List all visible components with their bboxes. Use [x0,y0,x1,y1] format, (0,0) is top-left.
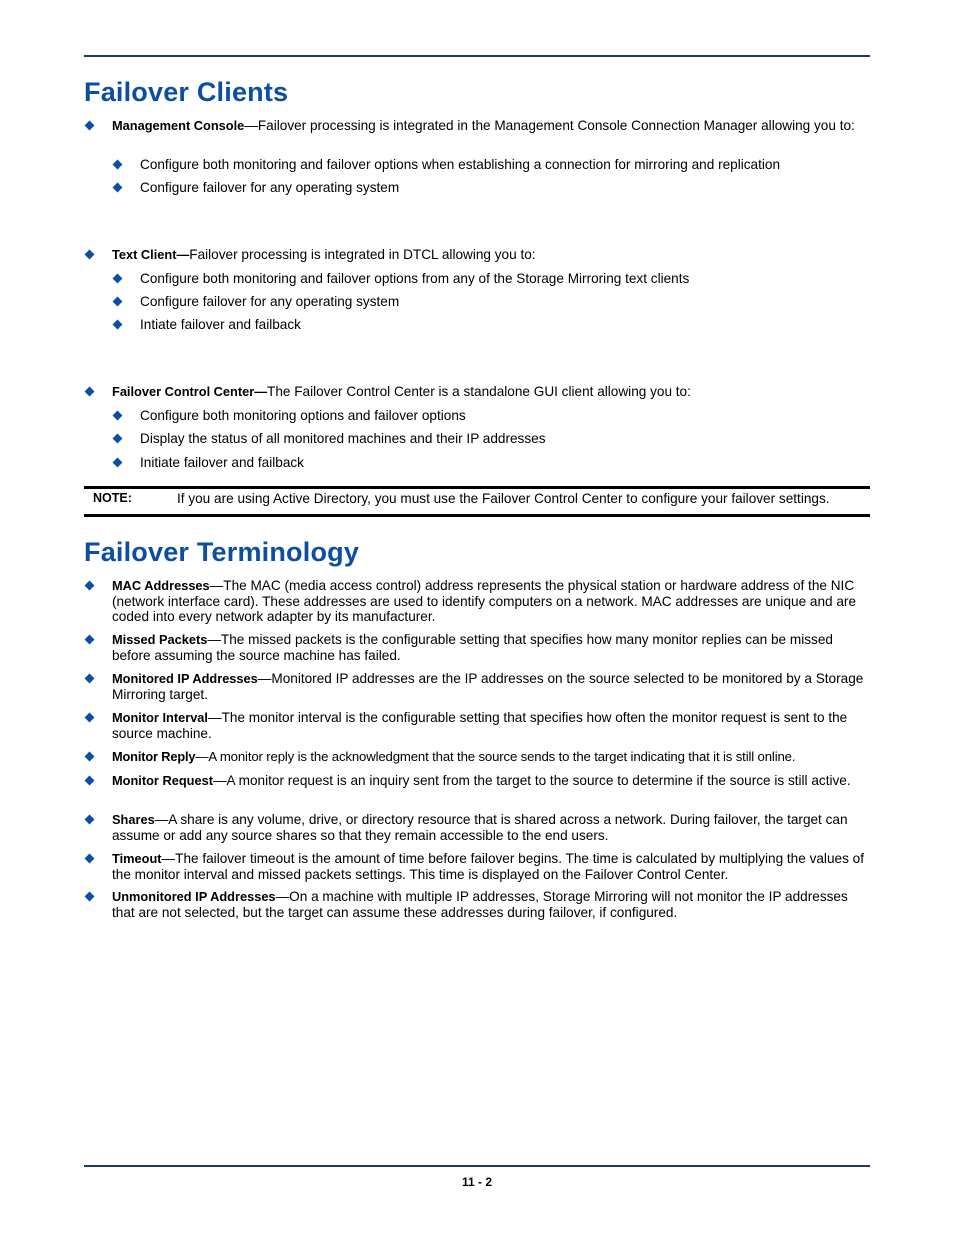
note-text: If you are using Active Directory, you must use the Failover Control Center to configure your failover settings. [177,491,830,506]
term-description: —On a machine with multiple IP addresses, Storage Mirroring will not monitor the IP addresses that are not selected, but the target can assume these addresses during failover, if configured. [112,889,848,920]
diamond-bullet-icon [84,749,94,766]
term-description: Failover processing is integrated in DTCL allowing you to: [189,247,536,262]
term-description: —The failover timeout is the amount of time before failover begins. The time is calculated by multiplying the values of the monitor interval and missed packets settings. This time is displayed on the Failover Control Center. [112,851,864,882]
term-label: Monitored IP Addresses [112,671,258,686]
list-item-management-console [84,118,870,150]
term-description: —Monitored IP addresses are the IP addresses on the source selected to be monitored by a Storage Mirroring target. [112,671,864,702]
term-label: Failover Control Center— [112,384,268,399]
term-description: —The MAC (media access control) address represents the physical station or hardware address of the NIC (network interface card). These addresses are used to identify computers on a network. MAC addresses are unique and are coded into every network adapter by its manufacturer. [112,578,857,625]
diamond-bullet-icon [84,384,94,401]
diamond-bullet-icon [112,157,122,174]
page-number: 11 - 2 [461,1175,493,1189]
sub-item-text: Display the status of all monitored machines and their IP addresses [140,431,546,446]
term-label: MAC Addresses [112,578,210,593]
section-title-failover-clients: Failover Clients [84,77,289,107]
diamond-bullet-icon [112,294,122,311]
footer-rule [84,1165,870,1167]
sub-item-text: Configure both monitoring options and failover options [140,408,466,423]
term-label: Missed Packets [112,632,208,647]
diamond-bullet-icon [112,271,122,288]
term-description: —The missed packets is the configurable setting that specifies how many monitor replies can be missed before assuming the source machine has failed. [112,632,833,663]
diamond-bullet-icon [84,710,94,727]
note-rule-bottom [84,514,870,517]
term-description: —Failover processing is integrated in the Management Console Connection Manager allowing you to: [244,118,855,133]
section-title-failover-terminology: Failover Terminology [84,537,360,567]
term-label: Monitor Request [112,773,213,788]
term-description: —The monitor interval is the configurable setting that specifies how often the monitor request is sent to the source machine. [112,710,848,741]
diamond-bullet-icon [112,431,122,448]
diamond-bullet-icon [112,408,122,425]
sub-item-text: Configure failover for any operating system [140,180,400,195]
term-description: —A monitor reply is the acknowledgment that the source sends to the target indicating that it is still online. [195,749,796,764]
diamond-bullet-icon [84,851,94,868]
term-label: Timeout [112,851,162,866]
sub-item-text: Configure failover for any operating system [140,294,400,309]
note-label: NOTE: [93,491,132,505]
diamond-bullet-icon [84,632,94,649]
term-description: —A monitor request is an inquiry sent from the target to the source to determine if the source is still active. [212,773,851,788]
term-label: Monitor Interval [112,710,208,725]
diamond-bullet-icon [84,812,94,829]
term-description: The Failover Control Center is a standalone GUI client allowing you to: [267,384,691,399]
header-rule [84,55,870,57]
diamond-bullet-icon [84,247,94,264]
term-label: Monitor Reply [112,749,196,764]
note-rule-top [84,486,870,489]
diamond-bullet-icon [84,578,94,595]
diamond-bullet-icon [112,455,122,472]
sub-item-text: Intiate failover and failback [140,317,301,332]
term-label: Shares [112,812,155,827]
diamond-bullet-icon [84,889,94,906]
sub-item-text: Configure both monitoring and failover options when establishing a connection for mirroring and replication [140,157,781,172]
sub-item-text: Initiate failover and failback [140,455,304,470]
diamond-bullet-icon [112,180,122,197]
term-label: Text Client— [112,247,190,262]
diamond-bullet-icon [112,317,122,334]
term-description: —A share is any volume, drive, or directory resource that is shared across a network. During failover, the target can assume or add any source shares so that they remain accessible to the end users. [112,812,848,843]
term-label: Management Console [112,118,245,133]
diamond-bullet-icon [84,671,94,688]
sub-item-text: Configure both monitoring and failover options from any of the Storage Mirroring text clients [140,271,690,286]
diamond-bullet-icon [84,118,94,135]
diamond-bullet-icon [84,773,94,790]
term-label: Unmonitored IP Addresses [112,889,276,904]
